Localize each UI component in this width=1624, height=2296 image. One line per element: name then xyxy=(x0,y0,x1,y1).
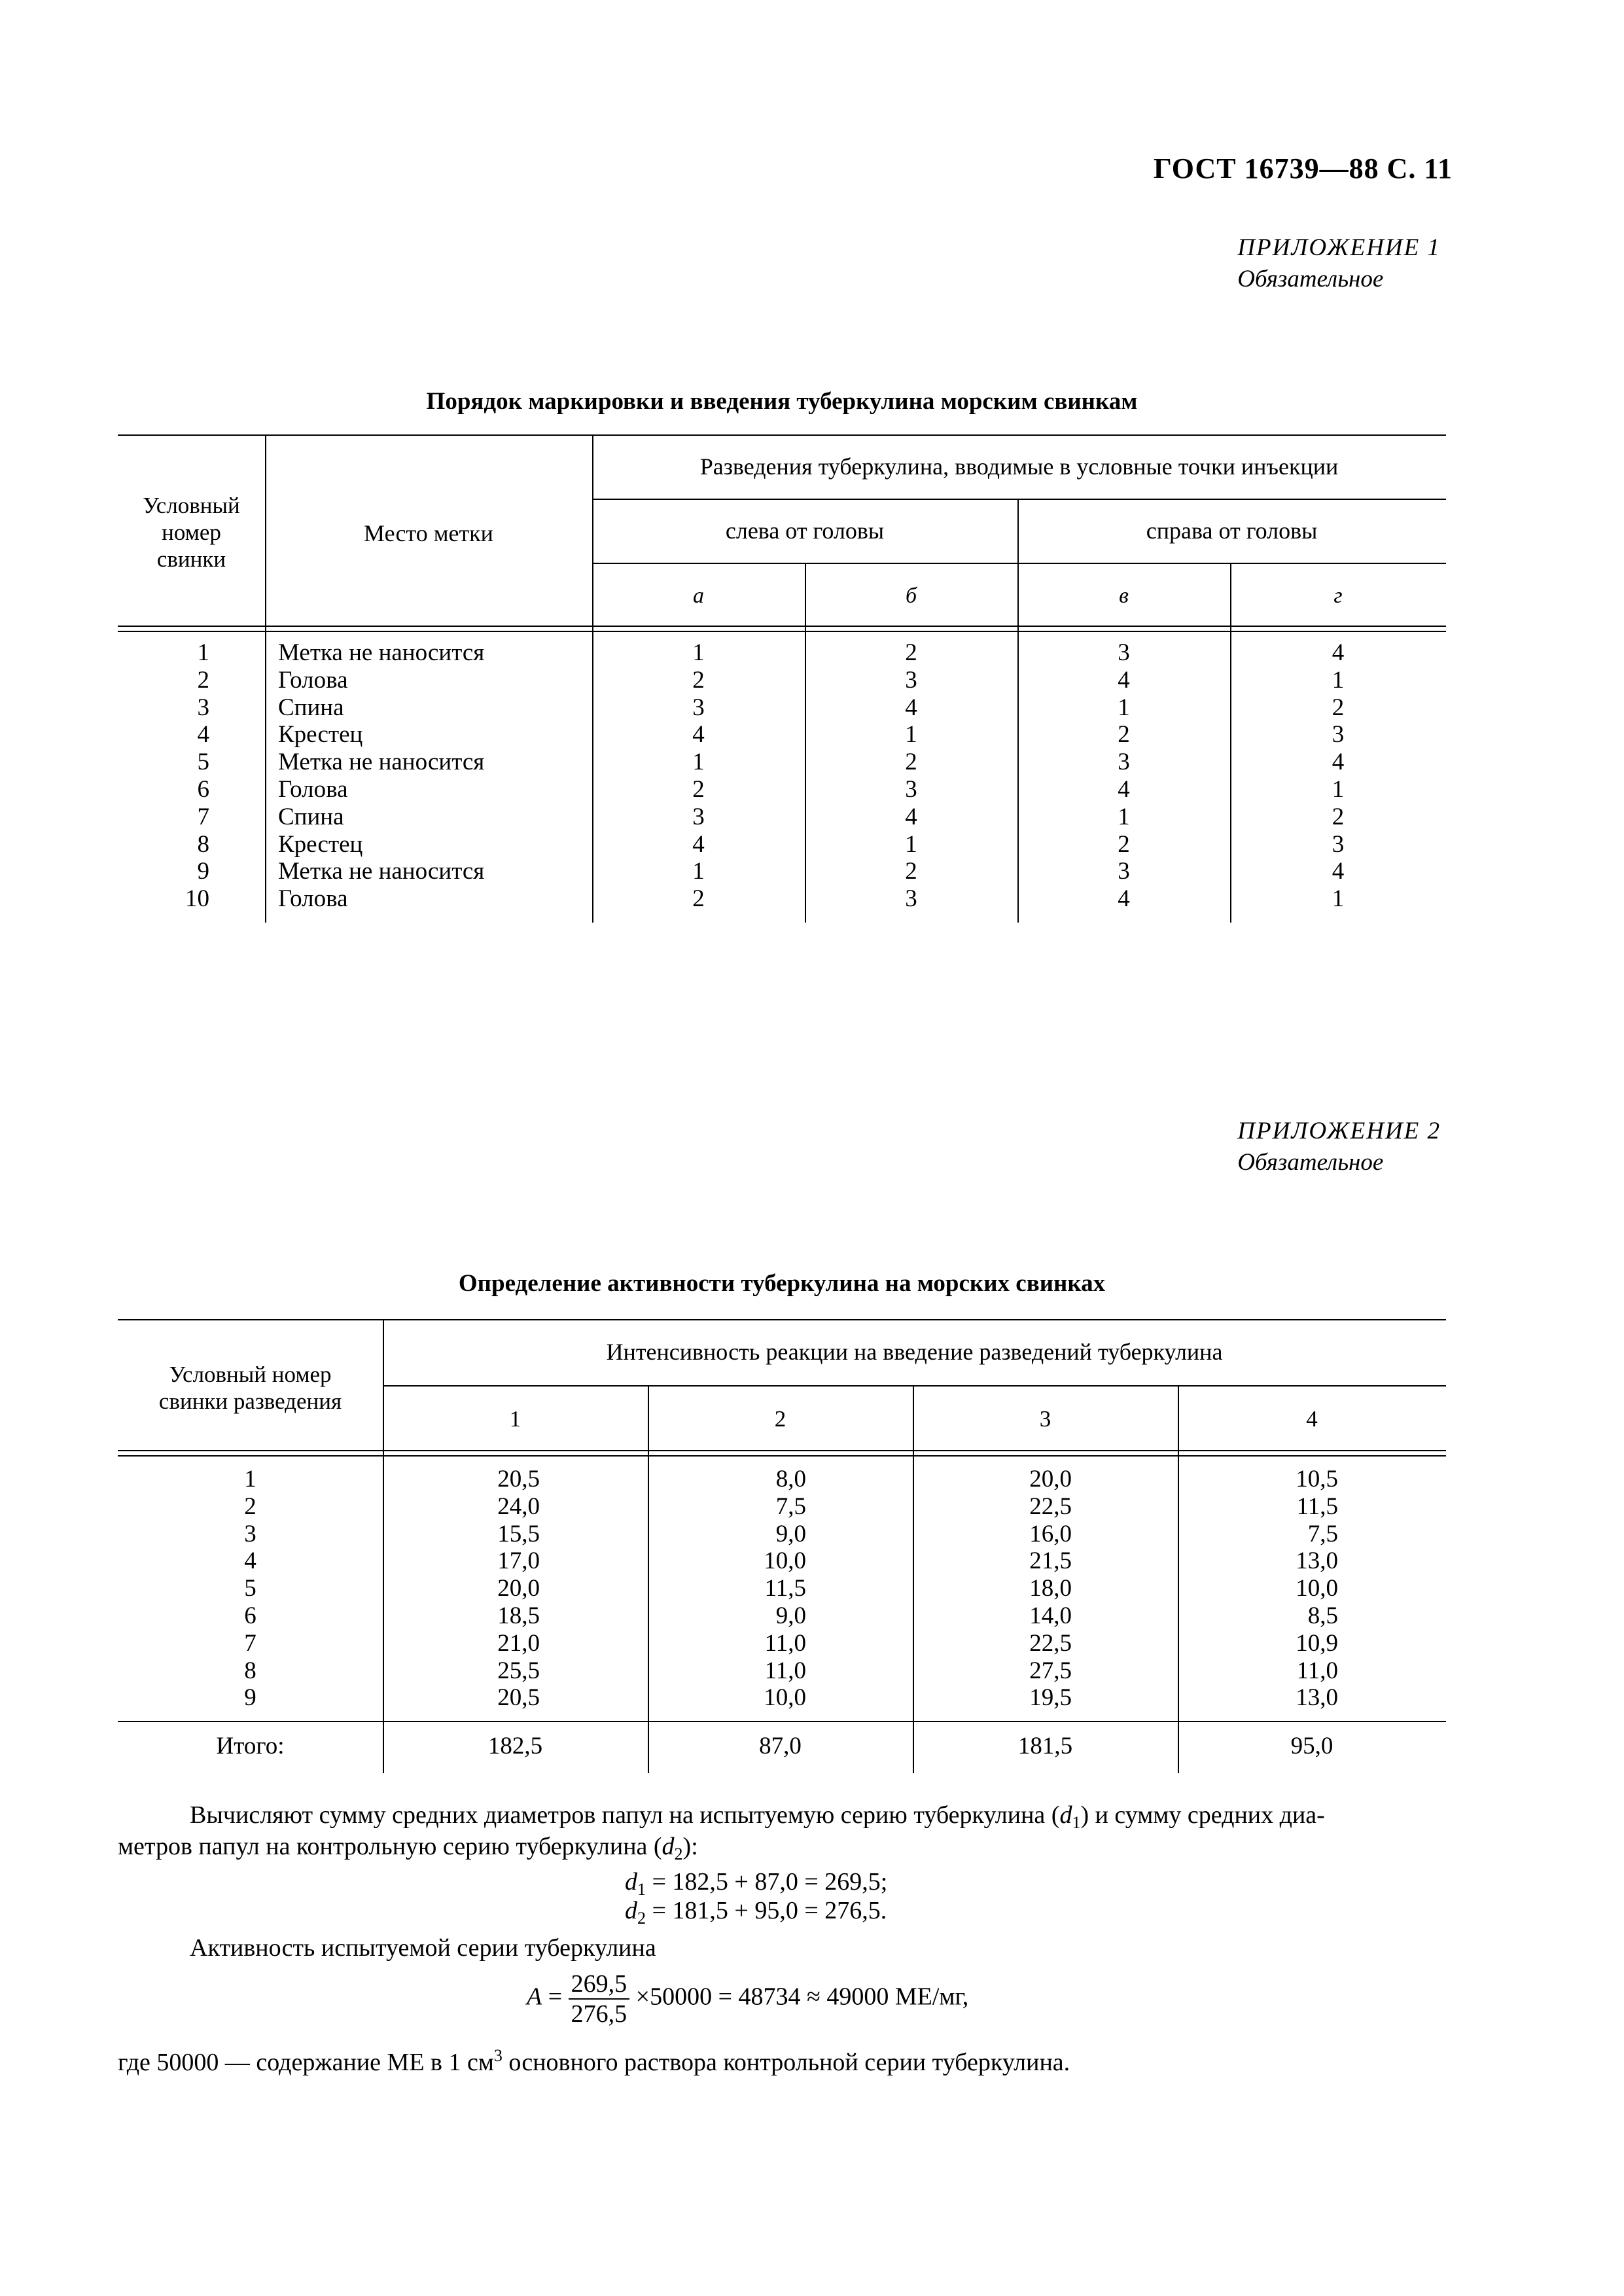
table2-cell-d4: 11,0 xyxy=(1296,1657,1338,1684)
table1-title: Порядок маркировки и введения туберкулина морским свинкам xyxy=(426,388,1138,415)
equation-d1: $d_1 = 182,5 + 87,0 = 269,5$; xyxy=(625,1868,888,1899)
table2-cell-d4: 8,5 xyxy=(1307,1602,1338,1629)
table2-cell-d2: 11,0 xyxy=(764,1657,806,1684)
appendix2-label-block xyxy=(1237,1116,1441,1178)
equation-d2: $d_2 = 181,5 + 95,0 = 276,5$. xyxy=(625,1897,887,1928)
para2: Активность испытуемой серии туберкулина xyxy=(190,1934,656,1962)
table1-col-g xyxy=(1230,639,1446,913)
table1-cell-num: 10 xyxy=(185,885,209,913)
table1-cell-b: 4 xyxy=(905,803,917,830)
table2-cell-d2: 9,0 xyxy=(775,1520,806,1547)
table1-cell-b: 1 xyxy=(905,721,917,749)
table2-header-num: Условный номер свинки разведения xyxy=(158,1362,342,1414)
table1-cell-mark: Крестец xyxy=(278,830,363,858)
table1-cell-mark: Голова xyxy=(278,775,348,803)
table2-cell-d2: 11,5 xyxy=(764,1575,806,1602)
table1-cell-b: 3 xyxy=(905,666,917,694)
table2-cell-d1: 18,5 xyxy=(497,1602,540,1629)
table1-col-b xyxy=(805,639,1017,913)
table1-cell-mark: Голова xyxy=(278,885,348,913)
table1-header-right: справа от головы xyxy=(1146,518,1318,544)
table1-cell-v: 3 xyxy=(1118,858,1130,885)
table2-cell-d2: 8,0 xyxy=(775,1466,806,1492)
table1-cell-g: 1 xyxy=(1332,666,1345,694)
table1-cell-b: 3 xyxy=(905,775,917,803)
table1-cell-num: 1 xyxy=(197,639,209,666)
table1-cell-v: 2 xyxy=(1118,830,1130,858)
table2-col-num xyxy=(118,1466,383,1712)
table2-title: Определение активности туберкулина на морских свинках xyxy=(458,1270,1106,1297)
table2-header-rule xyxy=(118,1455,1446,1457)
table1-point-v: в xyxy=(1119,584,1129,608)
table1-rule xyxy=(592,499,1446,500)
table2-cell-d3: 14,0 xyxy=(1029,1602,1072,1629)
table2-cell-d2: 9,0 xyxy=(775,1602,806,1629)
table2-total-label: Итого: xyxy=(216,1733,285,1759)
table1-top-rule xyxy=(118,434,1446,436)
table1-rule xyxy=(592,563,1446,564)
table1-cell-v: 2 xyxy=(1118,721,1130,749)
table2-cell-d3: 20,0 xyxy=(1029,1466,1072,1492)
table2-cell-d1: 20,5 xyxy=(497,1466,540,1492)
table2-cell-num: 8 xyxy=(244,1657,256,1684)
para1-line1: Вычисляют сумму средних диаметров папул на испытуемую серию туберкулина $(d_1)$ и сумму средних диа- xyxy=(190,1801,1325,1832)
table2-total-d2: 87,0 xyxy=(759,1733,802,1759)
table2-cell-d1: 21,0 xyxy=(497,1629,540,1657)
table1-col-v xyxy=(1017,639,1230,913)
table1-cell-num: 7 xyxy=(197,803,209,830)
table1-cell-a: 2 xyxy=(692,666,705,694)
table1-cell-v: 3 xyxy=(1118,749,1130,776)
table2-cell-d2: 10,0 xyxy=(764,1684,806,1712)
formula-fraction: $\frac{269,5}{276,5}$ xyxy=(569,1969,630,2028)
table1-cell-mark: Голова xyxy=(278,666,348,694)
table1-cell-b: 2 xyxy=(905,858,917,885)
table2-cell-num: 5 xyxy=(244,1575,256,1602)
table1-cell-a: 3 xyxy=(692,803,705,830)
table2-col-d3 xyxy=(913,1466,1072,1712)
table2-cell-d4: 7,5 xyxy=(1307,1520,1338,1547)
table2-cell-d3: 19,5 xyxy=(1029,1684,1072,1712)
table2-cell-d2: 11,0 xyxy=(764,1629,806,1657)
table1-cell-a: 1 xyxy=(692,749,705,776)
table2-dilution-4: 4 xyxy=(1306,1406,1318,1432)
table1-cell-b: 4 xyxy=(905,694,917,721)
table2-cell-d3: 21,5 xyxy=(1029,1547,1072,1575)
table2-total-rule xyxy=(118,1721,1446,1722)
table1-point-b: б xyxy=(905,584,917,608)
table1-cell-a: 4 xyxy=(692,721,705,749)
table2-dilution-1: 1 xyxy=(509,1406,521,1432)
table2-cell-d1: 24,0 xyxy=(497,1492,540,1520)
table1-cell-g: 3 xyxy=(1332,830,1345,858)
table2-header-rule xyxy=(118,1450,1446,1451)
para1-line2: метров папул на контрольную серию туберкулина $(d_2)$: xyxy=(118,1833,698,1863)
table2-col-d2 xyxy=(648,1466,806,1712)
table1-cell-a: 1 xyxy=(692,858,705,885)
table2-col-d1 xyxy=(383,1466,540,1712)
table1-col-a xyxy=(592,639,805,913)
table1-header-dilutions: Разведения туберкулина, вводимые в условные точки инъекции xyxy=(699,453,1339,480)
table1-cell-b: 2 xyxy=(905,749,917,776)
table1-cell-v: 1 xyxy=(1118,803,1130,830)
table2-cell-d4: 11,5 xyxy=(1296,1492,1338,1520)
table2-cell-d3: 16,0 xyxy=(1029,1520,1072,1547)
table1-cell-b: 1 xyxy=(905,830,917,858)
table2-header-intensity: Интенсивность реакции на введение разведений туберкулина xyxy=(606,1339,1223,1365)
table1-cell-a: 2 xyxy=(692,775,705,803)
table1-cell-mark: Спина xyxy=(278,694,344,721)
table1-header-rule xyxy=(118,626,1446,627)
table1-cell-v: 3 xyxy=(1118,639,1130,666)
table1-cell-num: 9 xyxy=(197,858,209,885)
table1-cell-v: 4 xyxy=(1118,885,1130,913)
table1-vrule xyxy=(265,434,266,923)
table2-rule xyxy=(383,1385,1446,1386)
table1-cell-mark: Метка не наносится xyxy=(278,858,485,885)
table1-point-a: а xyxy=(693,584,704,608)
table1-header-left: слева от головы xyxy=(725,518,885,544)
table2-top-rule xyxy=(118,1319,1446,1320)
table1-cell-mark: Спина xyxy=(278,803,344,830)
table1-cell-g: 3 xyxy=(1332,721,1345,749)
table1-header-rule xyxy=(118,631,1446,632)
table1-cell-a: 1 xyxy=(692,639,705,666)
table1-cell-v: 4 xyxy=(1118,666,1130,694)
table1-header-num: Условный номер свинки xyxy=(143,493,240,572)
table2-total-d3: 181,5 xyxy=(1017,1733,1073,1759)
table2-cell-d3: 27,5 xyxy=(1029,1657,1072,1684)
table1-cell-a: 4 xyxy=(692,830,705,858)
table2-cell-d3: 22,5 xyxy=(1029,1629,1072,1657)
table1-col-num xyxy=(118,639,209,913)
table2-cell-d4: 13,0 xyxy=(1296,1547,1338,1575)
table2-cell-d4: 10,0 xyxy=(1296,1575,1338,1602)
table1-cell-b: 2 xyxy=(905,639,917,666)
table2-cell-d2: 10,0 xyxy=(764,1547,806,1575)
appendix2-label: ПРИЛОЖЕНИЕ 2 xyxy=(1237,1118,1441,1144)
table2-cell-d1: 25,5 xyxy=(497,1657,540,1684)
table2-cell-num: 1 xyxy=(244,1466,256,1492)
table1-header-mark: Место метки xyxy=(364,520,493,546)
table2-cell-num: 4 xyxy=(244,1547,256,1575)
table1-cell-g: 1 xyxy=(1332,885,1345,913)
table2-cell-d1: 20,0 xyxy=(497,1575,540,1602)
table1-cell-g: 4 xyxy=(1332,639,1345,666)
appendix1-label-block xyxy=(1237,232,1441,295)
table2-cell-d1: 15,5 xyxy=(497,1520,540,1547)
table2-cell-num: 2 xyxy=(244,1492,256,1520)
table2-cell-d2: 7,5 xyxy=(775,1492,806,1520)
table1-cell-num: 2 xyxy=(197,666,209,694)
table1-cell-num: 3 xyxy=(197,694,209,721)
table2-cell-d1: 20,5 xyxy=(497,1684,540,1712)
table1-cell-mark: Метка не наносится xyxy=(278,749,485,776)
table1-cell-mark: Метка не наносится xyxy=(278,639,485,666)
table2-dilution-2: 2 xyxy=(774,1406,786,1432)
table1-cell-num: 4 xyxy=(197,721,209,749)
table1-cell-num: 5 xyxy=(197,749,209,776)
table2-cell-num: 7 xyxy=(244,1629,256,1657)
table2-cell-d4: 10,9 xyxy=(1296,1629,1338,1657)
table1-cell-a: 3 xyxy=(692,694,705,721)
table2-cell-d4: 13,0 xyxy=(1296,1684,1338,1712)
appendix1-status: Обязательное xyxy=(1237,266,1384,292)
footnote: где 50000 — содержание МЕ в 1 $см^3$ основного раствора контрольной серии туберкулина. xyxy=(118,2046,1070,2076)
table2-dilution-3: 3 xyxy=(1039,1406,1051,1432)
table1-cell-g: 4 xyxy=(1332,749,1345,776)
appendix1-label: ПРИЛОЖЕНИЕ 1 xyxy=(1237,234,1441,261)
table1-cell-a: 2 xyxy=(692,885,705,913)
activity-formula: A = $\frac{269,5}{276,5}$ ×50000 = 48734 ≈ 49000 МЕ/мг, xyxy=(527,1970,969,2028)
table2-cell-d3: 22,5 xyxy=(1029,1492,1072,1520)
table1-cell-num: 6 xyxy=(197,775,209,803)
table2-cell-d3: 18,0 xyxy=(1029,1575,1072,1602)
table1-col-mark xyxy=(278,639,592,913)
table2-total-d4: 95,0 xyxy=(1290,1733,1333,1759)
table2-cell-d4: 10,5 xyxy=(1296,1466,1338,1492)
table1-cell-mark: Крестец xyxy=(278,721,363,749)
document-reference: ГОСТ 16739—88 С. 11 xyxy=(1153,152,1453,185)
table2-cell-num: 3 xyxy=(244,1520,256,1547)
table2-cell-d1: 17,0 xyxy=(497,1547,540,1575)
table2-total-d1: 182,5 xyxy=(487,1733,543,1759)
table1-cell-g: 2 xyxy=(1332,803,1345,830)
table1-cell-g: 1 xyxy=(1332,775,1345,803)
table2-cell-num: 6 xyxy=(244,1602,256,1629)
appendix2-status: Обязательное xyxy=(1237,1149,1384,1176)
table1-cell-g: 4 xyxy=(1332,858,1345,885)
table1-cell-v: 4 xyxy=(1118,775,1130,803)
table2-col-d4 xyxy=(1178,1466,1338,1712)
table2-cell-num: 9 xyxy=(244,1684,256,1712)
table1-point-g: г xyxy=(1333,584,1343,608)
table1-cell-g: 2 xyxy=(1332,694,1345,721)
table1-cell-b: 3 xyxy=(905,885,917,913)
table1-cell-num: 8 xyxy=(197,830,209,858)
table1-cell-v: 1 xyxy=(1118,694,1130,721)
